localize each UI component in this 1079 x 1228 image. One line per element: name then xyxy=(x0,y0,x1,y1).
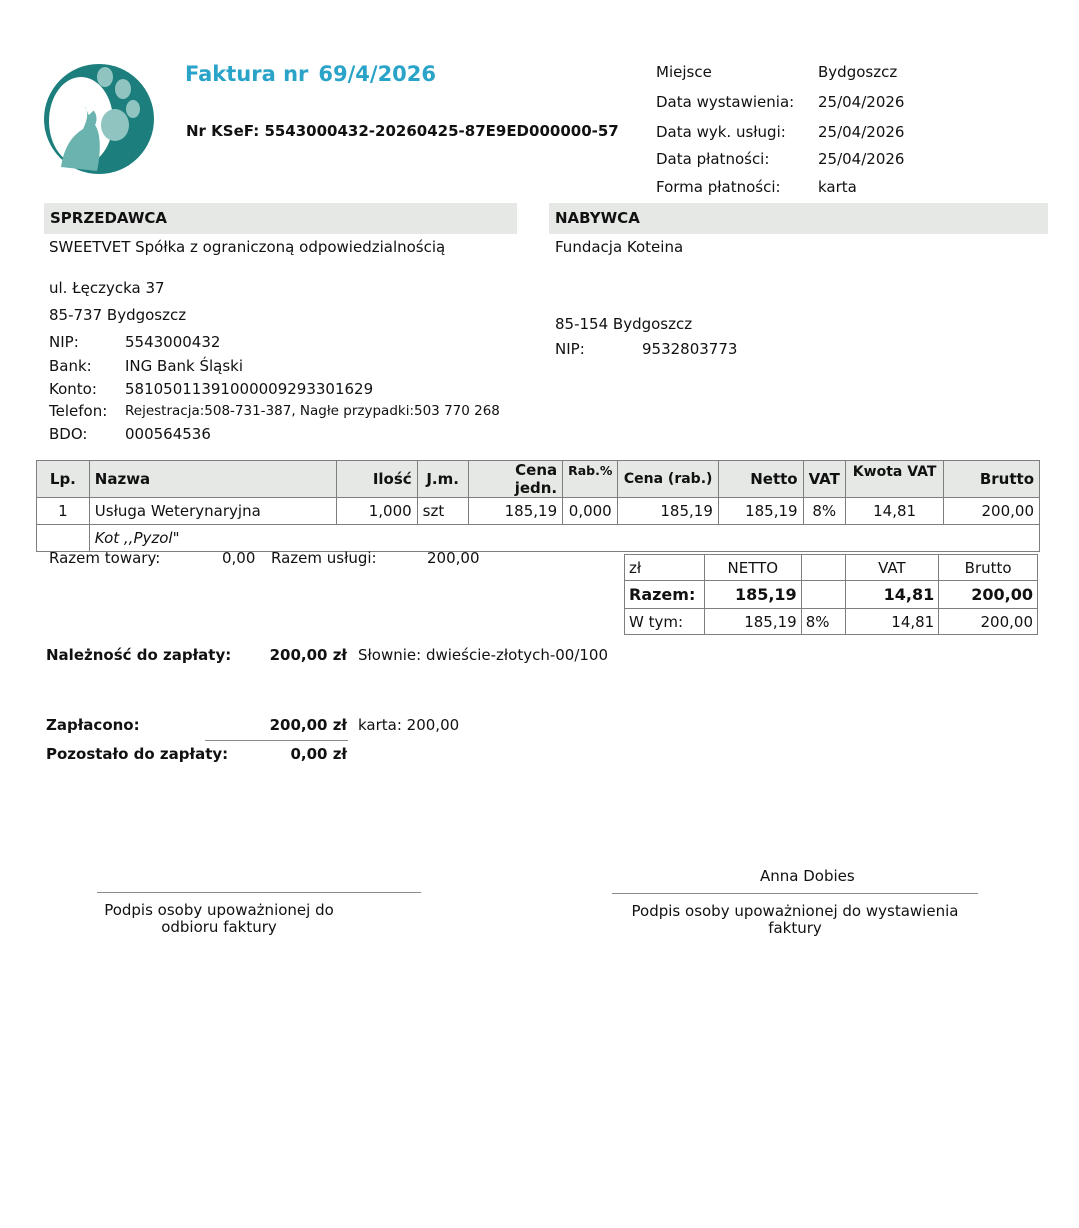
remaining-label: Pozostało do zapłaty: xyxy=(46,745,229,763)
issuer-name: Anna Dobies xyxy=(760,867,855,885)
col-header-qty: Ilość xyxy=(337,461,418,498)
table-row-note xyxy=(37,525,1040,552)
meta-label-place: Miejsce xyxy=(656,63,712,81)
buyer-heading: NABYWCA xyxy=(549,203,1048,234)
invoice-title-prefix: Faktura nr xyxy=(185,62,309,86)
seller-city: 85-737 Bydgoszcz xyxy=(49,306,187,324)
left-signature-caption: Podpis osoby upoważnionej do odbioru faktury xyxy=(104,901,334,936)
col-header-name: Nazwa xyxy=(89,461,336,498)
col-header-price: Cena jedn. xyxy=(468,461,563,498)
meta-value-place: Bydgoszcz xyxy=(818,63,898,81)
amount-due-label: Należność do zapłaty: xyxy=(46,646,232,664)
summary-incl-label: W tym: xyxy=(625,609,705,635)
cell-note: Kot ,,Pyzol" xyxy=(89,525,1039,552)
buyer-name: Fundacja Koteina xyxy=(555,238,684,256)
summary-total-row xyxy=(625,581,1038,609)
seller-phone-label: Telefon: xyxy=(49,402,108,420)
summary-net-header: NETTO xyxy=(704,555,801,581)
summary-total-gross: 200,00 xyxy=(939,581,1038,609)
paid-underline xyxy=(205,740,348,741)
buyer-nip-label: NIP: xyxy=(555,340,585,358)
summary-incl-vat: 14,81 xyxy=(845,609,939,635)
ksef-number-line xyxy=(186,122,619,140)
table-row xyxy=(37,498,1040,525)
col-header-gross: Brutto xyxy=(944,461,1040,498)
ksef-number: 5543000432-20260425-87E9ED000000-57 xyxy=(264,122,619,140)
cell-note-spacer xyxy=(37,525,90,552)
cell-unit: szt xyxy=(417,498,468,525)
seller-account-label: Konto: xyxy=(49,380,97,398)
paid-label: Zapłacono: xyxy=(46,716,140,734)
cell-price: 185,19 xyxy=(468,498,563,525)
seller-nip: 5543000432 xyxy=(125,333,221,351)
col-header-unit: J.m. xyxy=(417,461,468,498)
summary-incl-net: 185,19 xyxy=(704,609,801,635)
buyer-city: 85-154 Bydgoszcz xyxy=(555,315,693,333)
meta-value-service-date: 25/04/2026 xyxy=(818,123,905,141)
cell-lp: 1 xyxy=(37,498,90,525)
col-header-lp: Lp. xyxy=(37,461,90,498)
vat-summary-table xyxy=(624,554,1038,635)
paid-detail: karta: 200,00 xyxy=(358,716,460,734)
summary-gross-header: Brutto xyxy=(939,555,1038,581)
summary-incl-row xyxy=(625,609,1038,635)
seller-account: 58105011391000009293301629 xyxy=(125,380,374,398)
col-header-price-disc: Cena (rab.) xyxy=(618,461,718,498)
cell-price-disc: 185,19 xyxy=(618,498,718,525)
seller-name: SWEETVET Spółka z ograniczoną odpowiedzialnością xyxy=(49,238,446,256)
remaining-value: 0,00 zł xyxy=(290,745,347,763)
summary-empty-cell xyxy=(801,555,845,581)
seller-bdo: 000564536 xyxy=(125,425,211,443)
invoice-number: 69/4/2026 xyxy=(318,62,437,86)
summary-total-net: 185,19 xyxy=(704,581,801,609)
summary-currency: zł xyxy=(625,555,705,581)
seller-bdo-label: BDO: xyxy=(49,425,88,443)
col-header-net: Netto xyxy=(718,461,803,498)
cell-gross: 200,00 xyxy=(944,498,1040,525)
amount-in-words: Słownie: dwieście-złotych-00/100 xyxy=(358,646,609,664)
summary-total-vat: 14,81 xyxy=(845,581,939,609)
goods-total-label: Razem towary: xyxy=(49,549,161,567)
services-total-label: Razem usługi: xyxy=(271,549,377,567)
seller-street: ul. Łęczycka 37 xyxy=(49,279,165,297)
meta-label-payment-method: Forma płatności: xyxy=(656,178,781,196)
meta-label-service-date: Data wyk. usługi: xyxy=(656,123,786,141)
clinic-logo xyxy=(43,63,155,175)
ksef-label: Nr KSeF: xyxy=(186,122,260,140)
summary-incl-rate: 8% xyxy=(801,609,845,635)
paid-value: 200,00 zł xyxy=(269,716,347,734)
col-header-discount: Rab.% xyxy=(563,461,618,498)
summary-total-empty xyxy=(801,581,845,609)
items-header-row xyxy=(37,461,1040,498)
right-signature-line xyxy=(612,893,978,894)
summary-header-row xyxy=(625,555,1038,581)
col-header-vat-rate: VAT xyxy=(803,461,845,498)
seller-bank: ING Bank Śląski xyxy=(125,357,244,375)
buyer-nip: 9532803773 xyxy=(642,340,738,358)
meta-value-payment-date: 25/04/2026 xyxy=(818,150,905,168)
cell-qty: 1,000 xyxy=(337,498,418,525)
left-signature-line xyxy=(97,892,421,893)
seller-nip-label: NIP: xyxy=(49,333,79,351)
cell-net: 185,19 xyxy=(718,498,803,525)
invoice-title xyxy=(185,62,436,86)
meta-label-issue-date: Data wystawienia: xyxy=(656,93,795,111)
cell-discount: 0,000 xyxy=(563,498,618,525)
goods-total-value: 0,00 xyxy=(222,549,256,567)
cell-name: Usługa Weterynaryjna xyxy=(89,498,336,525)
items-table xyxy=(36,460,1040,552)
meta-value-issue-date: 25/04/2026 xyxy=(818,93,905,111)
meta-value-payment-method: karta xyxy=(818,178,857,196)
summary-total-label: Razem: xyxy=(625,581,705,609)
summary-incl-gross: 200,00 xyxy=(939,609,1038,635)
right-signature-caption: Podpis osoby upoważnionej do wystawienia faktury xyxy=(631,902,959,937)
cell-vat-rate: 8% xyxy=(803,498,845,525)
col-header-vat-amount: Kwota VAT xyxy=(845,461,943,498)
services-total-value: 200,00 xyxy=(427,549,480,567)
seller-heading: SPRZEDAWCA xyxy=(44,203,517,234)
amount-due-value: 200,00 zł xyxy=(269,646,347,664)
meta-label-payment-date: Data płatności: xyxy=(656,150,770,168)
cell-vat-amount: 14,81 xyxy=(845,498,943,525)
seller-phone: Rejestracja:508-731-387, Nagłe przypadki:503 770 268 xyxy=(125,403,500,419)
seller-bank-label: Bank: xyxy=(49,357,92,375)
summary-vat-header: VAT xyxy=(845,555,939,581)
